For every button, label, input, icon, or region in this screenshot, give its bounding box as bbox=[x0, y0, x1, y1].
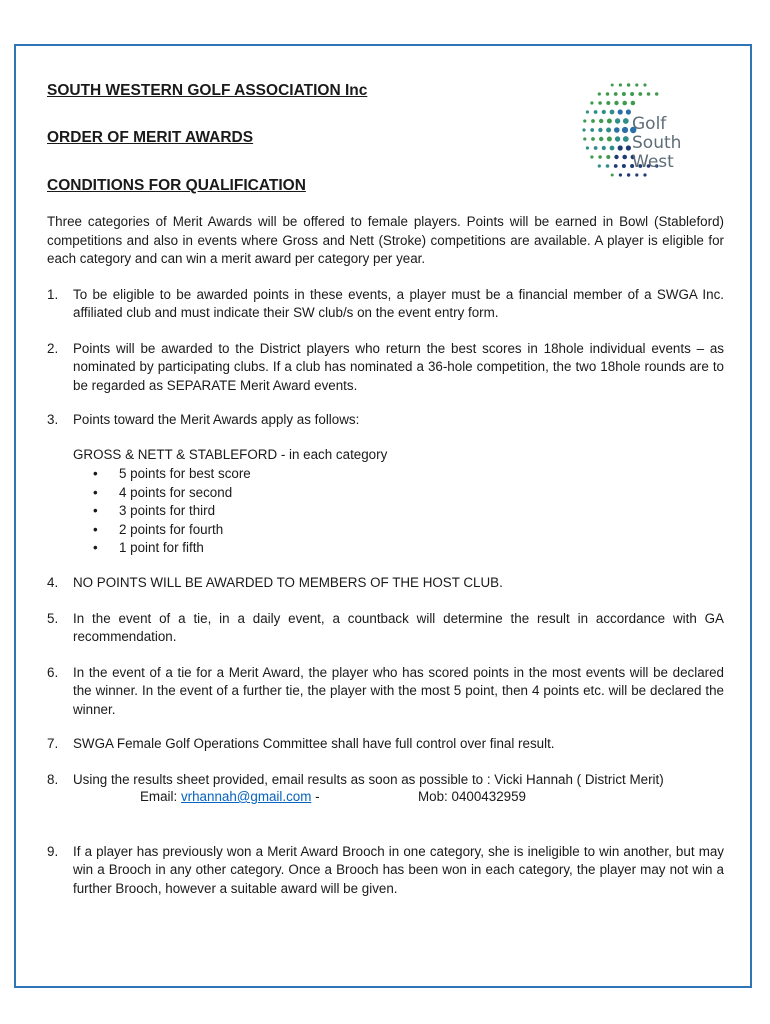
mobile-number: 0400432959 bbox=[451, 789, 526, 804]
bullet-icon: • bbox=[93, 503, 98, 518]
logo-dot bbox=[598, 155, 602, 159]
logo-dot bbox=[619, 83, 622, 86]
contact-email bbox=[140, 789, 320, 804]
logo-dot bbox=[643, 83, 646, 86]
logo-dot bbox=[590, 128, 594, 132]
logo-dot bbox=[623, 136, 629, 142]
logo-dot bbox=[614, 155, 618, 159]
condition-item-2 bbox=[47, 340, 724, 395]
logo-dot bbox=[602, 146, 606, 150]
item-text: Points will be awarded to the District players who return the best scores in 18hole individual events – as nominated by participating clubs. If a club has nominated a 36-hole competition, the two 18hole rounds are to be regarded as SEPARATE Merit Award events. bbox=[73, 341, 724, 393]
logo-dot bbox=[606, 101, 610, 105]
logo-dot bbox=[583, 119, 586, 122]
logo-dot bbox=[606, 155, 610, 159]
logo-dot bbox=[614, 164, 618, 168]
list-item: • 3 points for third bbox=[93, 502, 251, 521]
email-label: Email: bbox=[140, 789, 178, 804]
condition-item-8 bbox=[47, 771, 724, 789]
logo-dot bbox=[590, 101, 593, 104]
item-text: To be eligible to be awarded points in these events, a player must be a financial member of a SWGA Inc. affiliated club and must indicate their SW club/s on the event entry form. bbox=[73, 287, 724, 321]
logo-dot bbox=[606, 92, 610, 96]
item-number: 8. bbox=[47, 772, 59, 787]
logo-dot bbox=[602, 110, 606, 114]
item-number: 7. bbox=[47, 736, 59, 751]
list-item: • 1 point for fifth bbox=[93, 539, 251, 558]
logo-dot bbox=[614, 92, 618, 96]
logo-dot bbox=[607, 119, 612, 124]
bullet-icon: • bbox=[93, 484, 98, 500]
logo-dot bbox=[622, 92, 626, 96]
item-text: In the event of a tie for a Merit Award, the player who has scored points in the most events will be declared the winner. In the event of a further tie, the player with the most 5 point, then 4 points etc. will be declared the winner. bbox=[73, 665, 724, 717]
bullet-icon: • bbox=[93, 466, 98, 481]
item-text: NO POINTS WILL BE AWARDED TO MEMBERS OF THE HOST CLUB. bbox=[73, 575, 503, 590]
condition-item-1 bbox=[47, 286, 724, 323]
contact-mobile bbox=[418, 789, 526, 804]
condition-item-4 bbox=[47, 574, 724, 592]
email-link[interactable]: vrhannah@gmail.com bbox=[180, 789, 312, 804]
logo-dot bbox=[615, 136, 620, 141]
logo-dot bbox=[591, 119, 595, 123]
list-item: • 4 points for second bbox=[93, 484, 251, 503]
logo-wordmark bbox=[632, 115, 681, 172]
awards-heading: ORDER OF MERIT AWARDS bbox=[47, 129, 254, 146]
logo-dot bbox=[635, 173, 638, 176]
item-text: If a player has previously won a Merit Award Brooch in one category, she is ineligible to win another, but may win a Brooch in any other category. Once a Brooch has been won in each category, the player may not win a further Brooch, however a suitable award will be given. bbox=[73, 844, 724, 896]
logo-dot bbox=[638, 92, 642, 96]
condition-item-7 bbox=[47, 735, 724, 753]
logo-dot bbox=[618, 109, 623, 114]
logo-dot bbox=[599, 137, 603, 141]
logo-line-south: South bbox=[632, 133, 682, 153]
item-number: 4. bbox=[47, 575, 59, 590]
logo-dot bbox=[622, 127, 628, 133]
item-text: SWGA Female Golf Operations Committee shall have full control over final result. bbox=[73, 736, 555, 751]
logo-dot bbox=[594, 146, 598, 150]
logo-dot bbox=[631, 101, 636, 106]
logo-dot bbox=[622, 164, 626, 168]
contact-separator: - bbox=[315, 789, 320, 804]
logo-dot bbox=[655, 92, 658, 95]
points-heading: GROSS & NETT & STABLEFORD - in each category bbox=[73, 447, 388, 462]
logo-dot bbox=[623, 118, 629, 124]
logo-dot bbox=[611, 174, 614, 177]
condition-item-6 bbox=[47, 664, 724, 719]
bullet-icon: • bbox=[93, 540, 98, 555]
item-number: 1. bbox=[47, 287, 59, 302]
logo-dot bbox=[598, 164, 601, 167]
bullet-icon: • bbox=[93, 521, 98, 537]
item-number: 5. bbox=[47, 611, 59, 626]
logo-dot bbox=[622, 101, 627, 106]
logo-dot bbox=[626, 145, 631, 150]
logo-dot bbox=[598, 92, 601, 95]
condition-item-3 bbox=[47, 411, 724, 429]
logo-dot bbox=[583, 137, 586, 140]
logo-dot bbox=[615, 118, 620, 123]
logo-dot bbox=[611, 84, 614, 87]
logo-dot bbox=[594, 110, 598, 114]
logo-dot bbox=[614, 127, 620, 133]
logo-dot bbox=[582, 128, 585, 131]
logo-dot bbox=[622, 155, 627, 160]
item-text: In the event of a tie, in a daily event, a countback will determine the result in accordance with GA recommendation. bbox=[73, 611, 724, 645]
condition-item-5 bbox=[47, 610, 724, 647]
logo-line-golf: Golf bbox=[632, 114, 667, 134]
logo-dot bbox=[606, 164, 610, 168]
item-number: 9. bbox=[47, 844, 59, 859]
logo-dot bbox=[599, 119, 603, 123]
list-item: • 5 points for best score bbox=[93, 465, 251, 484]
item-text: Points toward the Merit Awards apply as follows: bbox=[73, 412, 360, 427]
item-number: 2. bbox=[47, 341, 59, 356]
logo-dot bbox=[647, 92, 651, 96]
logo-dot bbox=[630, 92, 634, 96]
logo-dot bbox=[598, 128, 602, 132]
item-number: 3. bbox=[47, 412, 59, 427]
logo-dot bbox=[627, 83, 630, 86]
logo-dot bbox=[598, 101, 602, 105]
points-list bbox=[93, 465, 251, 558]
logo-dot bbox=[607, 137, 612, 142]
logo-dot bbox=[610, 110, 615, 115]
conditions-heading: CONDITIONS FOR QUALIFICATION bbox=[47, 177, 306, 194]
logo-dot bbox=[610, 146, 615, 151]
item-text: Using the results sheet provided, email results as soon as possible to : Vicki Hannah ( District Merit) bbox=[73, 772, 664, 787]
list-item: • 2 points for fourth bbox=[93, 521, 251, 540]
logo-dot bbox=[586, 146, 589, 149]
logo-dot bbox=[606, 128, 611, 133]
logo-dot bbox=[626, 109, 631, 114]
logo-dot bbox=[618, 145, 623, 150]
logo-dot bbox=[643, 173, 646, 176]
logo-line-west: West bbox=[632, 152, 674, 172]
condition-item-9 bbox=[47, 843, 724, 898]
item-number: 6. bbox=[47, 665, 59, 680]
logo-dot bbox=[586, 110, 589, 113]
logo-dot bbox=[619, 173, 622, 176]
logo-dot bbox=[591, 137, 595, 141]
org-heading: SOUTH WESTERN GOLF ASSOCIATION Inc bbox=[47, 82, 368, 99]
logo-dot bbox=[590, 155, 593, 158]
logo-dot bbox=[635, 83, 638, 86]
logo-dot bbox=[614, 101, 618, 105]
logo-dot bbox=[627, 173, 630, 176]
mobile-label: Mob: bbox=[418, 789, 448, 804]
intro-paragraph: Three categories of Merit Awards will be offered to female players. Points will be earned in Bowl (Stableford) competitions and also in events where Gross and Nett (Stroke) competitions are available. A player is eligible for each category and can win a merit award per category per year. bbox=[47, 214, 724, 266]
